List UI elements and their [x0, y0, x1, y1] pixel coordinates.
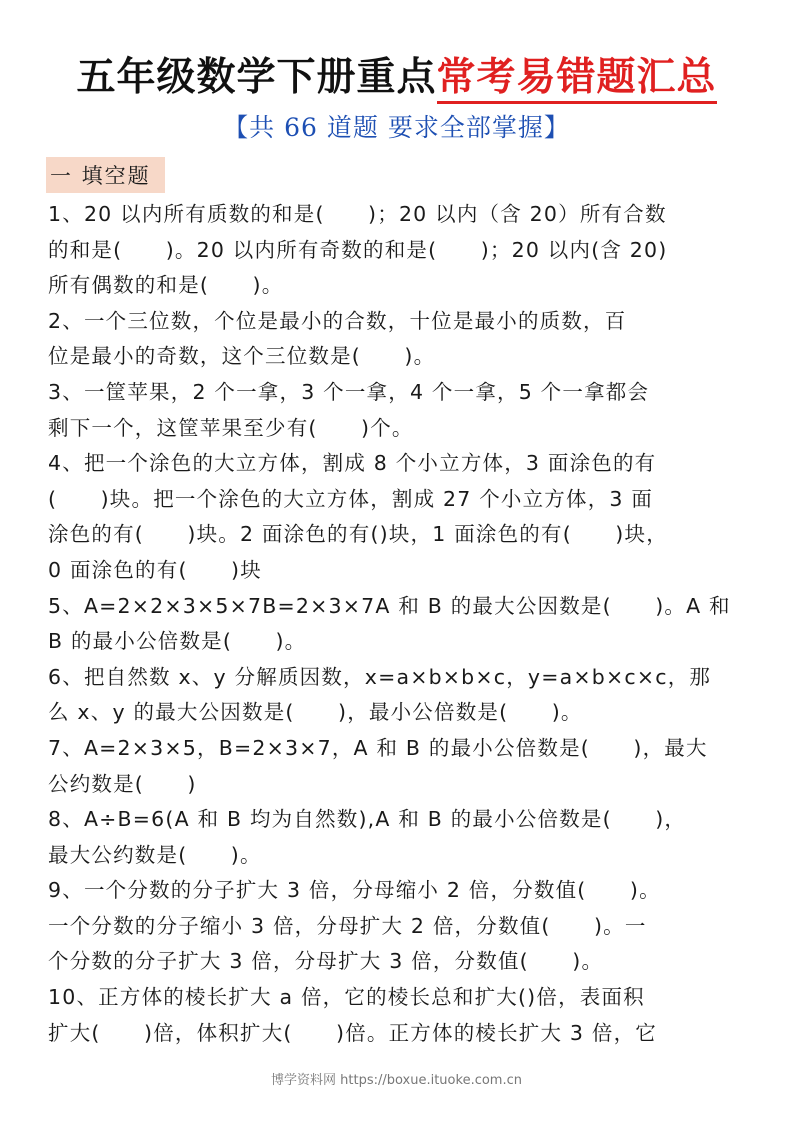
question-line: 7、A=2×3×5，B=2×3×7，A 和 B 的最小公倍数是( )，最大: [48, 735, 708, 760]
title-main: 五年级数学下册重点: [76, 54, 437, 100]
question-line: 涂色的有( )块。2 面涂色的有()块，1 面涂色的有( )块，: [48, 522, 668, 547]
question-line: 10、正方体的棱长扩大 a 倍，它的棱长总和扩大()倍，表面积: [48, 985, 645, 1010]
question-body: [48, 197, 748, 1051]
page-subtitle: 【共 66 道题 要求全部掌握】: [223, 113, 570, 142]
question-line: 剩下一个，这筐苹果至少有( )个。: [48, 415, 414, 440]
title-highlight: 常考易错题汇总: [437, 54, 717, 104]
page-title: [0, 46, 793, 102]
question-line: ( )块。把一个涂色的大立方体，割成 27 个小立方体，3 面: [48, 486, 654, 511]
question-line: 扩大( )倍，体积扩大( )倍。正方体的棱长扩大 3 倍，它: [48, 1020, 657, 1045]
question-line: 么 x、y 的最大公因数是( )，最小公倍数是( )。: [48, 700, 583, 725]
question-line: 所有偶数的和是( )。: [48, 273, 284, 298]
question-line: 5、A=2×2×3×5×7B=2×3×7A 和 B 的最大公因数是( )。A 和: [48, 593, 731, 618]
question-line: 4、把一个涂色的大立方体，割成 8 个小立方体，3 面涂色的有: [48, 451, 657, 476]
question-line: 公约数是( ): [48, 771, 197, 796]
question-line: 位是最小的奇数，这个三位数是( )。: [48, 344, 436, 369]
question-line: 个分数的分子扩大 3 倍，分母扩大 3 倍，分数值( )。: [48, 949, 604, 974]
question-line: 2、一个三位数，个位是最小的合数，十位是最小的质数，百: [48, 308, 627, 333]
question-line: 1、20 以内所有质数的和是( )；20 以内（含 20）所有合数: [48, 202, 667, 226]
question-line: 8、A÷B=6(A 和 B 均为自然数),A 和 B 的最小公倍数是( )，: [48, 807, 687, 832]
question-line: 0 面涂色的有( )块: [48, 557, 262, 582]
question-line: B 的最小公倍数是( )。: [48, 629, 307, 654]
question-line: 的和是( )。20 以内所有奇数的和是( )；20 以内(含 20): [48, 237, 668, 262]
question-line: 3、一筐苹果，2 个一拿，3 个一拿，4 个一拿，5 个一拿都会: [48, 379, 650, 404]
question-line: 9、一个分数的分子扩大 3 倍，分母缩小 2 倍，分数值( )。: [48, 878, 661, 903]
section-heading: 一 填空题: [46, 157, 165, 193]
question-line: 最大公约数是( )。: [48, 842, 262, 867]
question-line: 6、把自然数 x、y 分解质因数，x=a×b×b×c，y=a×b×c×c，那: [48, 664, 712, 689]
footer-watermark: 博学资料网 https://boxue.ituoke.com.cn: [271, 1073, 522, 1088]
question-line: 一个分数的分子缩小 3 倍，分母扩大 2 倍，分数值( )。一: [48, 913, 647, 938]
